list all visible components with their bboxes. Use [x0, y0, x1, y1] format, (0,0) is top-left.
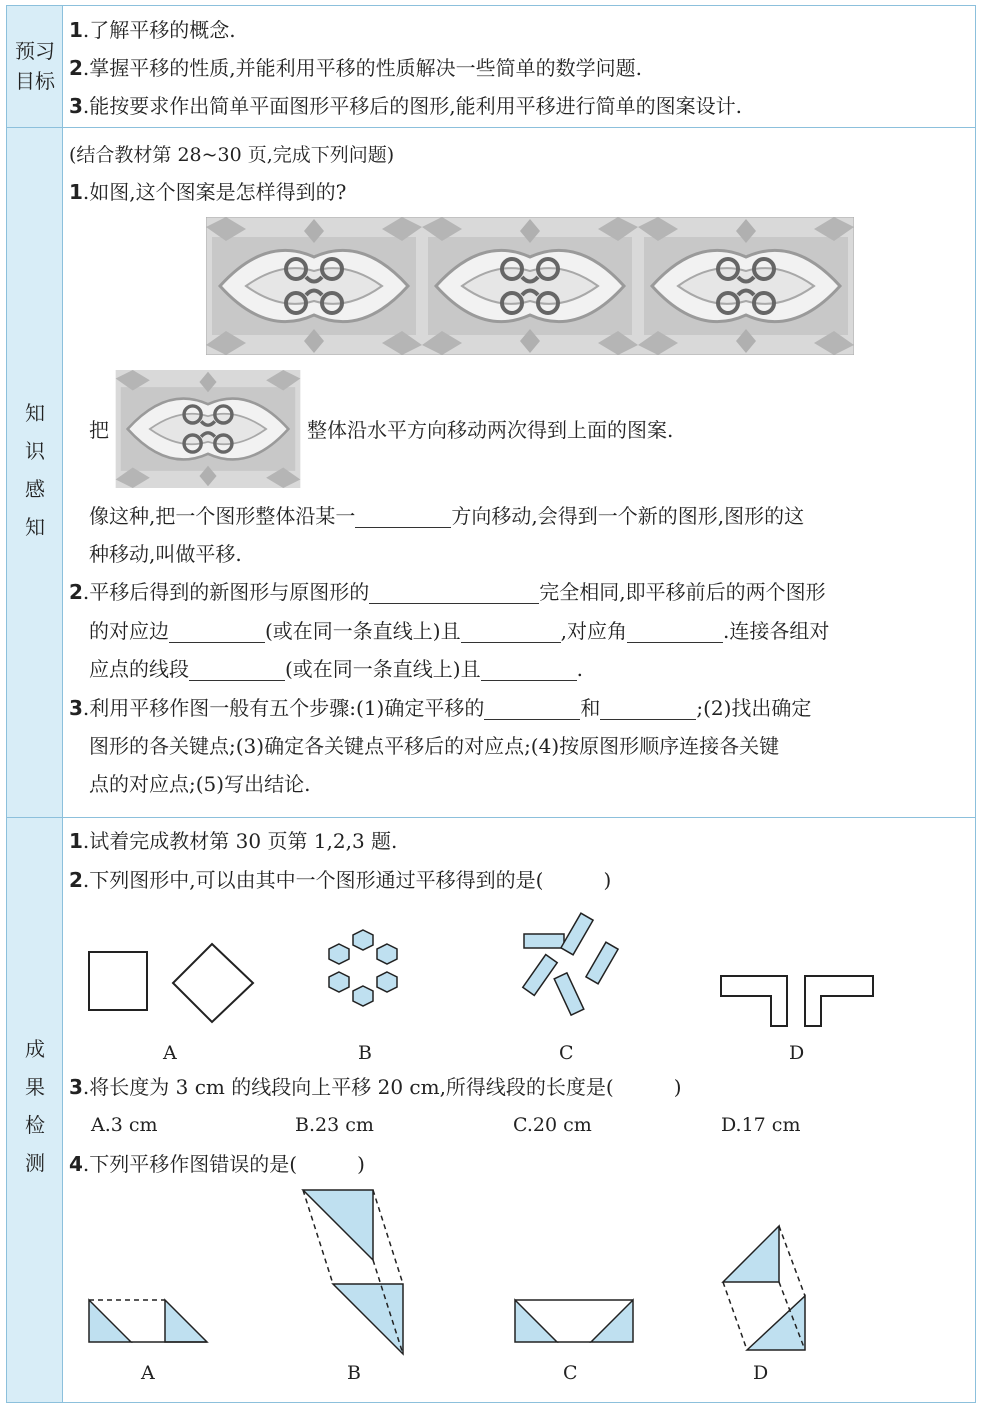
- knowledge-q2-line1: 2.平移后得到的新图形与原图形的 完全相同,即平移前后的两个图形: [69, 580, 826, 604]
- section-label-knowledge: 知识感知: [25, 401, 45, 539]
- single-tile-figure: [113, 370, 303, 488]
- section-label-preview: 预习目标: [15, 39, 55, 93]
- q2-label-d: D: [789, 1042, 805, 1064]
- check-q1: 1.试着完成教材第 30 页第 1,2,3 题.: [69, 829, 398, 853]
- q3-option-a: A.3 cm: [91, 1114, 158, 1136]
- q4-figure-c: [511, 1294, 637, 1346]
- q2-figure-a: [87, 936, 257, 1026]
- check-q2: 2.下列图形中,可以由其中一个图形通过平移得到的是( ): [69, 868, 612, 892]
- q4-figure-d: [719, 1222, 811, 1354]
- q4-label-c: C: [563, 1362, 578, 1384]
- q2-label-a: A: [163, 1042, 177, 1064]
- knowledge-q3-line2: 图形的各关键点;(3)确定各关键点平移后的对应点;(4)按原图形顺序连接各关键: [89, 734, 780, 758]
- q2-label-b: B: [358, 1042, 372, 1064]
- knowledge-q3-line1: 3.利用平移作图一般有五个步骤:(1)确定平移的 和 ;(2)找出确定: [69, 696, 812, 720]
- check-q3: 3.将长度为 3 cm 的线段向上平移 20 cm,所得线段的长度是( ): [69, 1075, 682, 1099]
- knowledge-q2-line3: 应点的线段 (或在同一条直线上)且 .: [89, 657, 583, 681]
- q3-option-c: C.20 cm: [513, 1114, 592, 1136]
- q1-line2: 种移动,叫做平移.: [89, 542, 242, 566]
- q2-figure-b: [323, 926, 403, 1010]
- goal-3: 3.能按要求作出简单平面图形平移后的图形,能利用平移进行简单的图案设计.: [69, 94, 742, 118]
- goal-2: 2.掌握平移的性质,并能利用平移的性质解决一些简单的数学问题.: [69, 56, 642, 80]
- border-pattern-figure: [206, 217, 854, 355]
- worksheet: [6, 5, 976, 1403]
- q1-prefix: 把: [89, 418, 109, 442]
- goal-1: 1.了解平移的概念.: [69, 18, 236, 42]
- knowledge-intro: (结合教材第 28~30 页,完成下列问题): [69, 144, 395, 166]
- q2-figure-c: [512, 906, 622, 1026]
- q1-line1: 像这种,把一个图形整体沿某一 方向移动,会得到一个新的图形,图形的这: [89, 504, 805, 528]
- q2-label-c: C: [559, 1042, 574, 1064]
- q4-label-b: B: [347, 1362, 361, 1384]
- q4-figure-b: [299, 1186, 411, 1358]
- knowledge-q3-line3: 点的对应点;(5)写出结论.: [89, 772, 311, 796]
- q3-option-d: D.17 cm: [721, 1114, 801, 1136]
- section-label-check: 成果检测: [25, 1037, 45, 1175]
- q1-suffix: 整体沿水平方向移动两次得到上面的图案.: [307, 418, 674, 442]
- knowledge-q2-line2: 的对应边 (或在同一条直线上)且 ,对应角 .连接各组对: [89, 619, 830, 643]
- q4-label-a: A: [141, 1362, 155, 1384]
- check-q4: 4.下列平移作图错误的是( ): [69, 1152, 365, 1176]
- divider: [7, 127, 975, 128]
- divider: [7, 817, 975, 818]
- q4-label-d: D: [753, 1362, 769, 1384]
- q2-figure-d: [719, 974, 875, 1028]
- knowledge-q1: 1.如图,这个图案是怎样得到的?: [69, 180, 347, 204]
- q4-figure-a: [85, 1294, 211, 1346]
- q3-option-b: B.23 cm: [295, 1114, 374, 1136]
